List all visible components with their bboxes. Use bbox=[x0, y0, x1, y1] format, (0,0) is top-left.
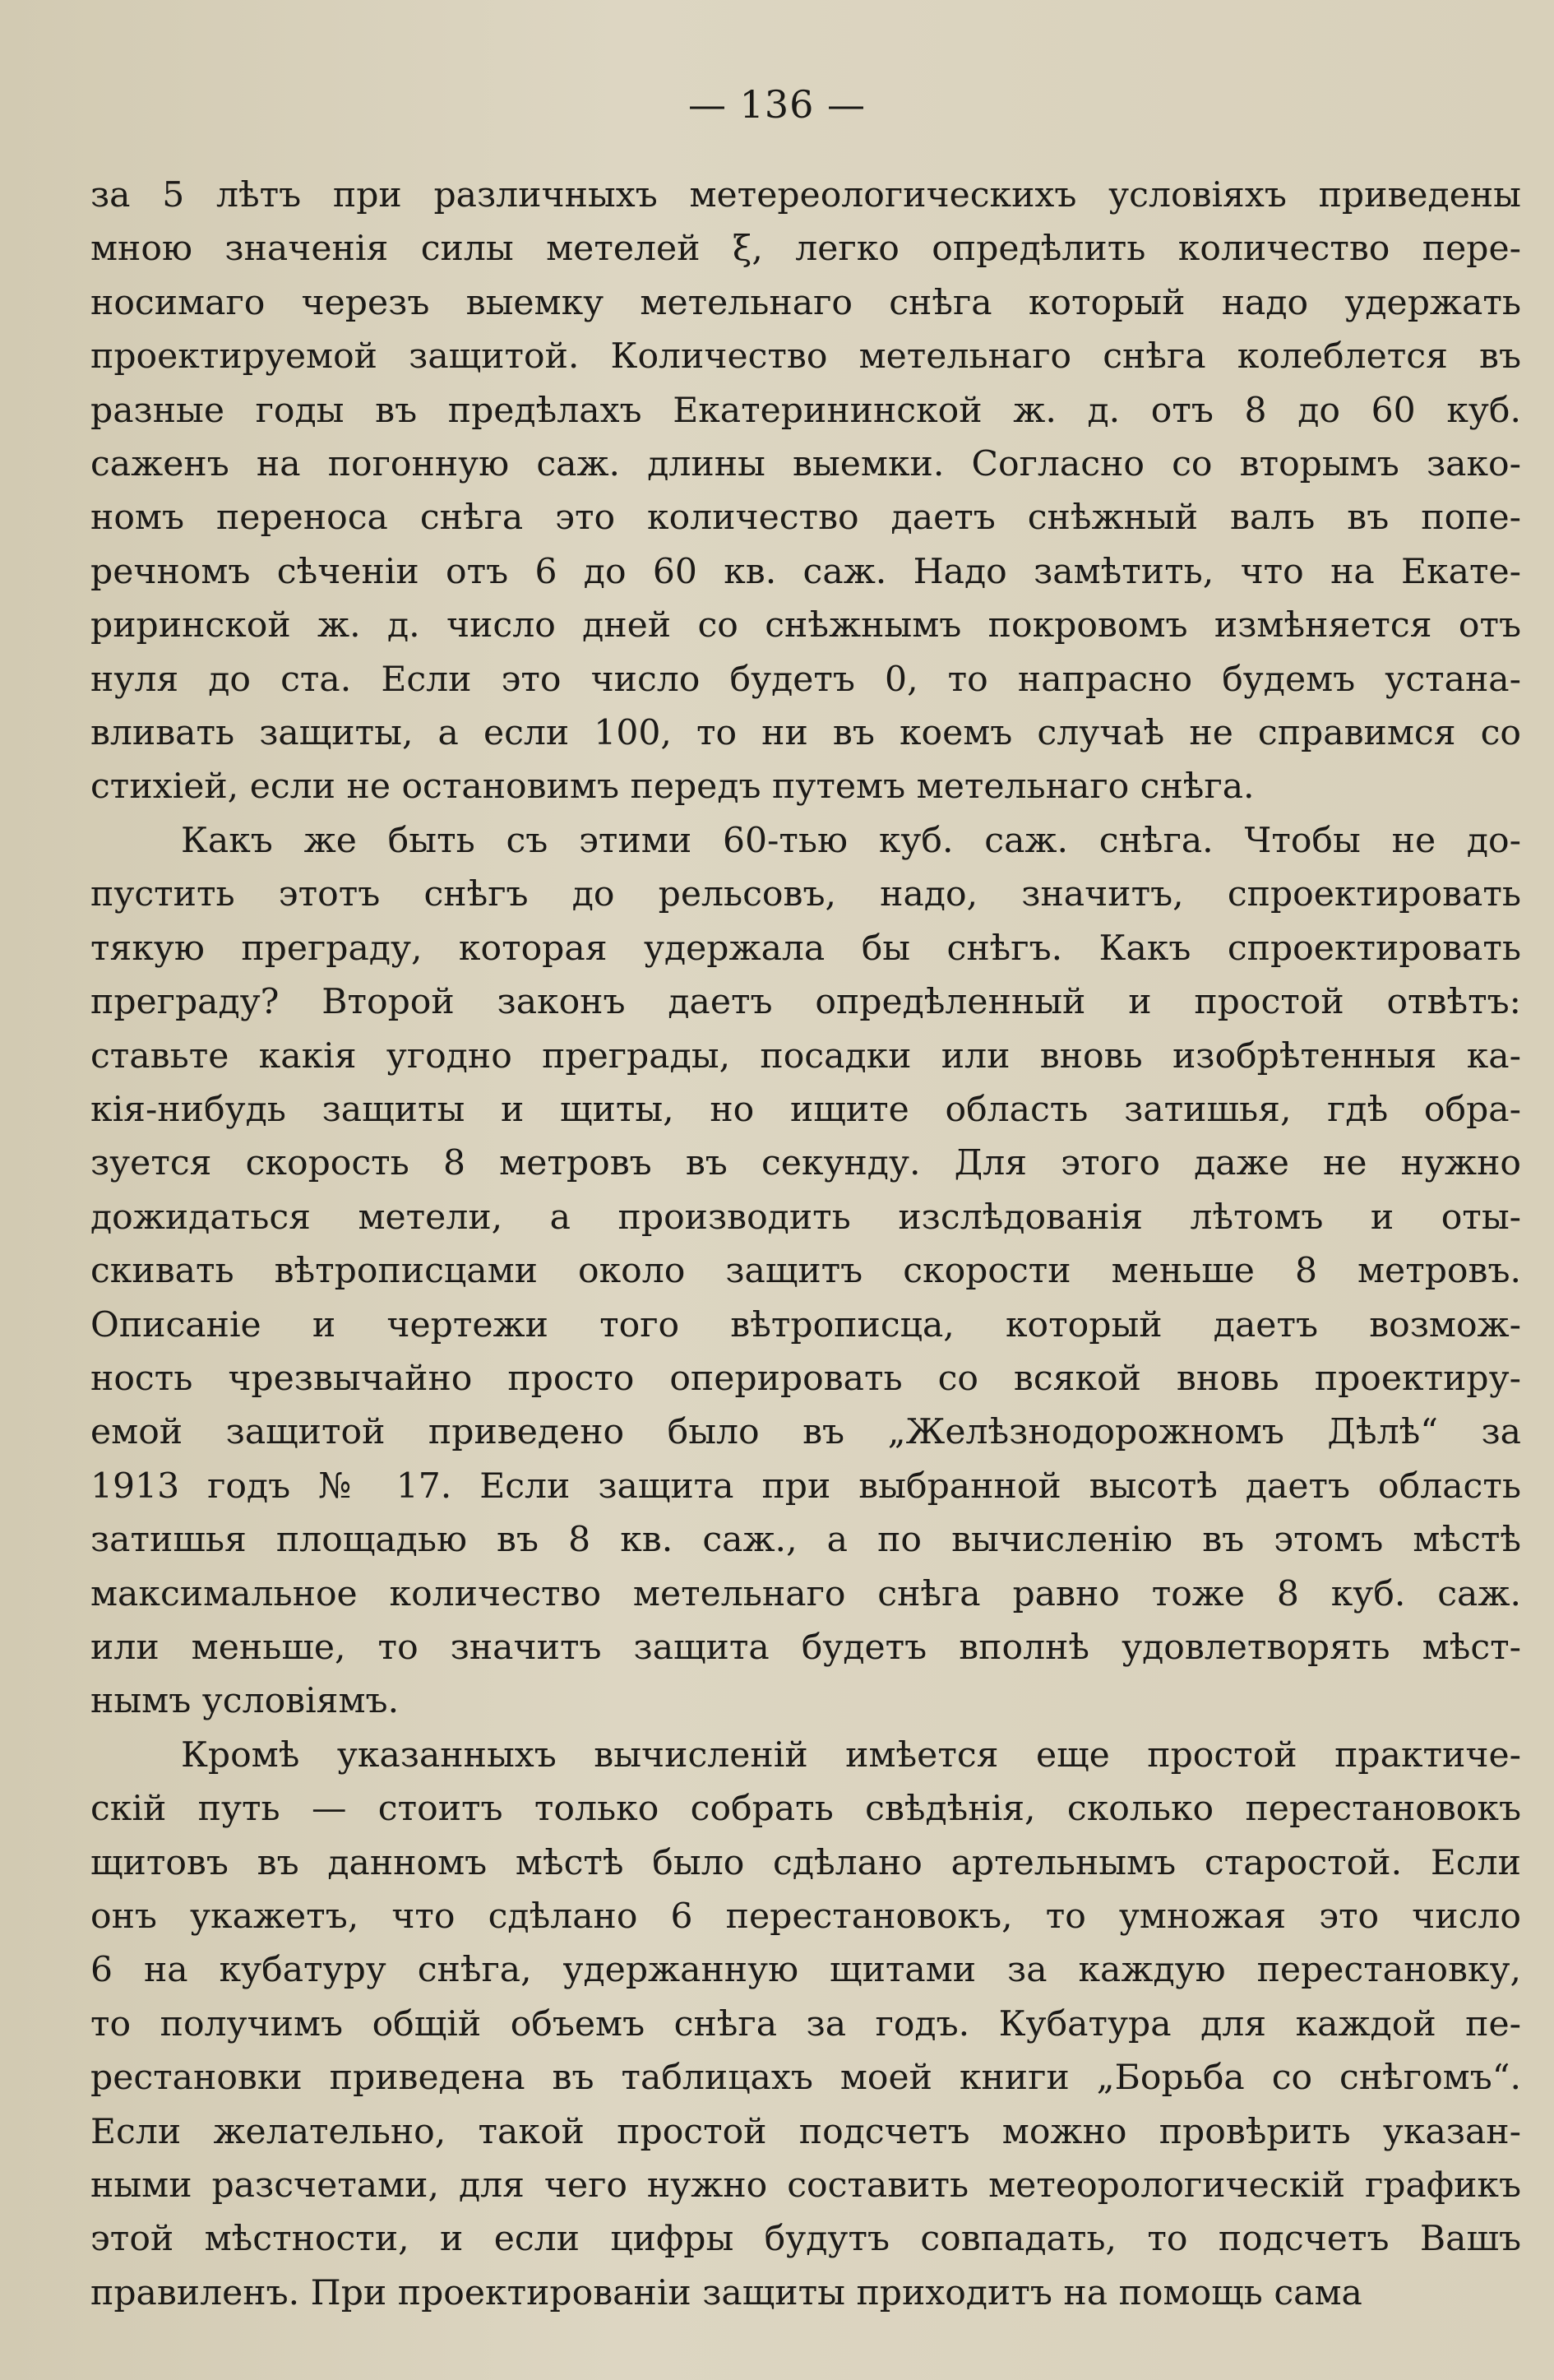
text-line: саженъ на погонную саж. длины выемки. Согласно со вторымъ зако- bbox=[90, 444, 1521, 485]
text-line: носимаго черезъ выемку метельнаго снѣга который надо удержать bbox=[90, 282, 1521, 323]
text-line: преграду? Второй законъ даетъ опредѣленный и простой отвѣтъ: bbox=[90, 982, 1521, 1023]
text-line: этой мѣстности, и если цифры будутъ совпадать, то подсчетъ Вашъ bbox=[90, 2219, 1521, 2260]
text-line: 1913 годъ № 17. Если защита при выбранной высотѣ даетъ область bbox=[90, 1466, 1521, 1507]
text-line: Какъ же быть съ этими 60-тью куб. саж. снѣга. Чтобы не до- bbox=[181, 820, 1521, 861]
text-line: нымъ условіямъ. bbox=[90, 1681, 400, 1722]
text-line: тякую преграду, которая удержала бы снѣгъ. Какъ спроектировать bbox=[90, 928, 1521, 969]
text-line: затишья площадью въ 8 кв. саж., а по вычисленію въ этомъ мѣстѣ bbox=[90, 1520, 1521, 1561]
paragraph-2 bbox=[90, 814, 1521, 1729]
page-number-header: — 136 — bbox=[687, 82, 867, 127]
text-line: стихіей, если не остановимъ передъ путемъ метельнаго снѣга. bbox=[90, 766, 1255, 808]
text-line: разные годы въ предѣлахъ Екатерининской ж. д. отъ 8 до 60 куб. bbox=[90, 390, 1521, 431]
text-line: рестановки приведена въ таблицахъ моей книги „Борьба со снѣгомъ“. bbox=[90, 2058, 1521, 2099]
text-line: онъ укажетъ, что сдѣлано 6 перестановокъ, то умножая это число bbox=[90, 1896, 1521, 1937]
text-line: Описаніе и чертежи того вѣтрописца, который даетъ возмож- bbox=[90, 1304, 1521, 1345]
text-line: кія-нибудь защиты и щиты, но ищите область затишья, гдѣ обра- bbox=[90, 1089, 1521, 1130]
text-line: то получимъ общій объемъ снѣга за годъ. Кубатура для каждой пе- bbox=[90, 2003, 1521, 2044]
text-line: зуется скорость 8 метровъ въ секунду. Для этого даже не нужно bbox=[90, 1143, 1521, 1184]
paragraph-3 bbox=[90, 1729, 1521, 2320]
text-line: 6 на кубатуру снѣга, удержанную щитами за каждую перестановку, bbox=[90, 1950, 1521, 1991]
text-line: максимальное количество метельнаго снѣга равно тоже 8 куб. саж. bbox=[90, 1573, 1521, 1614]
text-line: Если желательно, такой простой подсчетъ можно провѣрить указан- bbox=[90, 2111, 1521, 2152]
text-line: правиленъ. При проектированіи защиты приходитъ на помощь сама bbox=[90, 2272, 1362, 2313]
text-line: скій путь — стоитъ только собрать свѣдѣнія, сколько перестановокъ bbox=[90, 1789, 1521, 1830]
text-line: Кромѣ указанныхъ вычисленій имѣется еще простой практиче- bbox=[181, 1734, 1521, 1776]
text-line: речномъ сѣченіи отъ 6 до 60 кв. саж. Надо замѣтить, что на Екате- bbox=[90, 551, 1521, 592]
text-line: пустить этотъ снѣгъ до рельсовъ, надо, значитъ, спроектировать bbox=[90, 874, 1521, 915]
text-line: проектируемой защитой. Количество метельнаго снѣга колеблется въ bbox=[90, 336, 1521, 377]
text-line: риринской ж. д. число дней со снѣжнымъ покровомъ измѣняется отъ bbox=[90, 605, 1521, 646]
text-line: ставьте какія угодно преграды, посадки или вновь изобрѣтенныя ка- bbox=[90, 1035, 1521, 1077]
text-line: вливать защиты, а если 100, то ни въ коемъ случаѣ не справимся со bbox=[90, 713, 1521, 754]
text-line: скивать вѣтрописцами около защитъ скорости меньше 8 метровъ. bbox=[90, 1251, 1521, 1292]
text-line: емой защитой приведено было въ „Желѣзнодорожномъ Дѣлѣ“ за bbox=[90, 1412, 1521, 1453]
body-text bbox=[90, 169, 1521, 2320]
text-line: за 5 лѣтъ при различныхъ метереологическихъ условіяхъ приведены bbox=[90, 175, 1521, 215]
text-line: мною значенія силы метелей ξ, легко опредѣлить количество пере- bbox=[90, 229, 1521, 270]
text-line: ность чрезвычайно просто оперировать со всякой вновь проектиру- bbox=[90, 1358, 1521, 1399]
text-line: ными разсчетами, для чего нужно составить метеорологическій графикъ bbox=[90, 2165, 1521, 2206]
text-line: или меньше, то значитъ защита будетъ вполнѣ удовлетворять мѣст- bbox=[90, 1627, 1521, 1668]
text-line: щитовъ въ данномъ мѣстѣ было сдѣлано артельнымъ старостой. Если bbox=[90, 1842, 1521, 1883]
text-line: нуля до ста. Если это число будетъ 0, то напрасно будемъ устана- bbox=[90, 659, 1521, 700]
text-line: номъ переноса снѣга это количество даетъ снѣжный валъ въ попе- bbox=[90, 498, 1521, 539]
text-line: дожидаться метели, а производить изслѣдованія лѣтомъ и оты- bbox=[90, 1197, 1521, 1238]
paragraph-1 bbox=[90, 169, 1521, 814]
